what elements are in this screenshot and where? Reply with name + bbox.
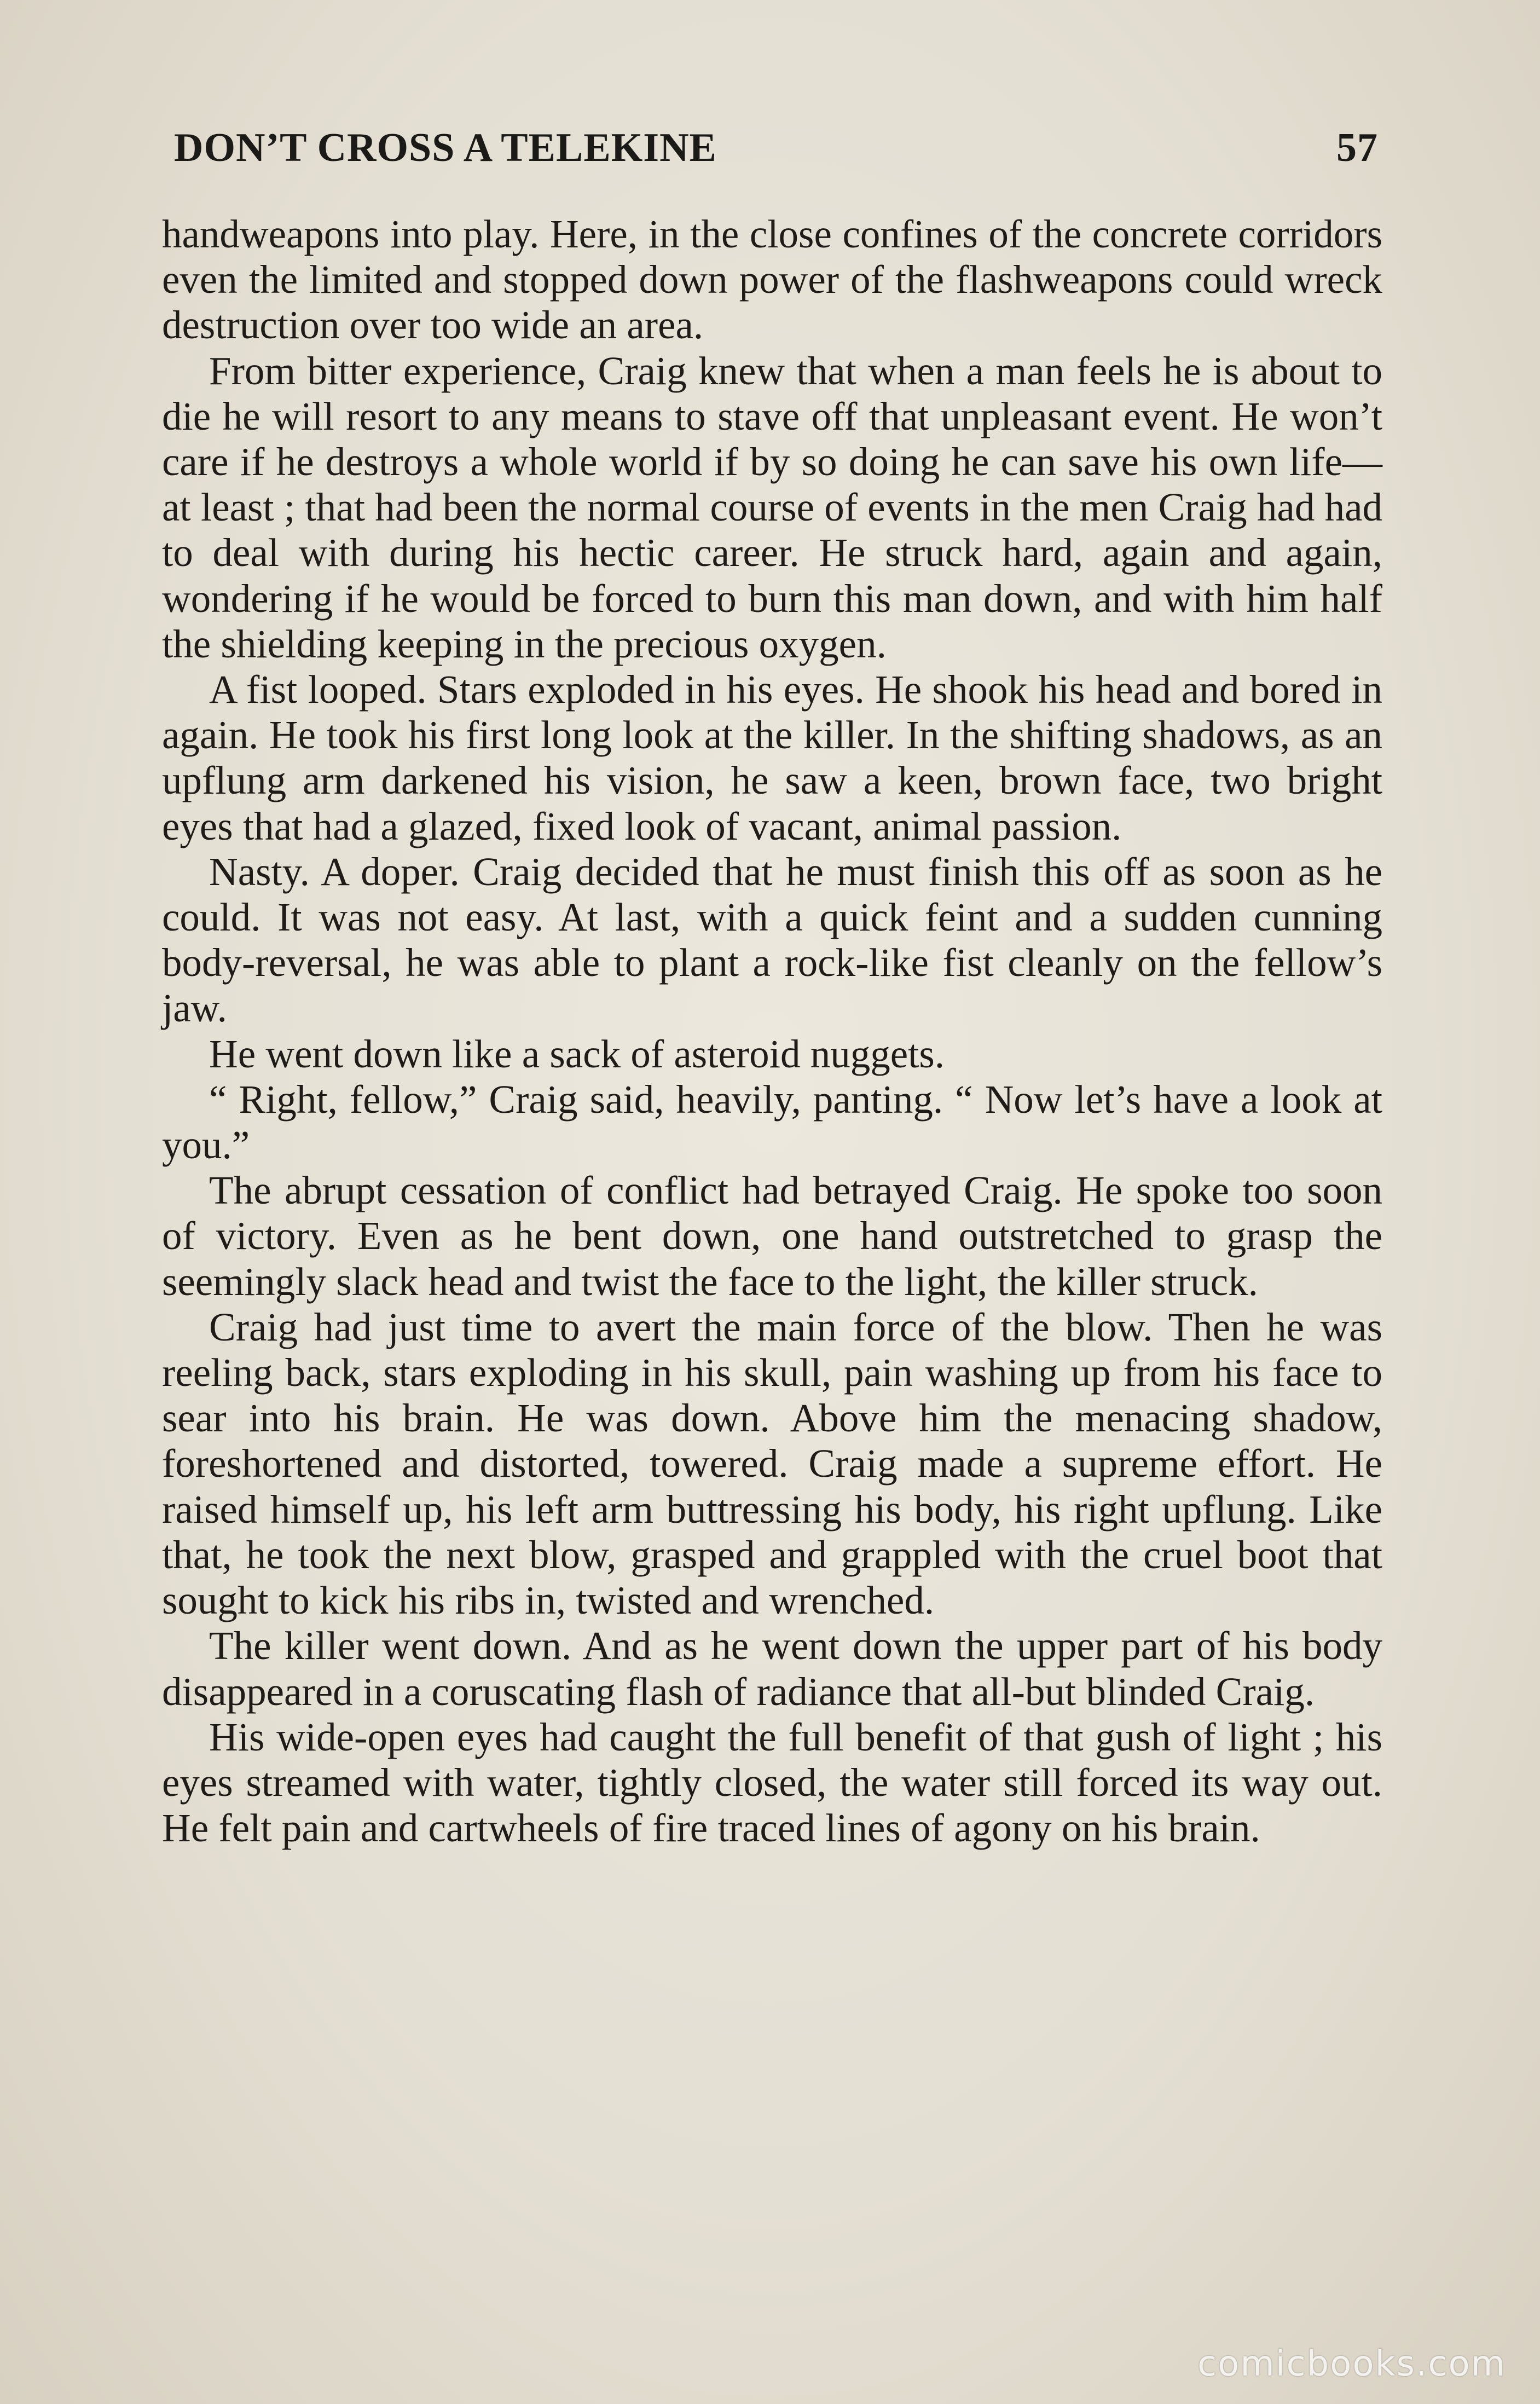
paragraph: A fist looped. Stars exploded in his eyes. He shook his head and bored in again. He took his first long look at the killer. In the shifting shadows, as an upflung arm darkened his vision, he saw a keen, brown face, two bright eyes that had a glazed, fixed look of vacant, animal passion. — [162, 667, 1382, 848]
running-title: DON’T CROSS A TELEKINE — [174, 125, 717, 170]
paragraph: The abrupt cessation of conflict had betrayed Craig. He spoke too soon of victory. Even as he bent down, one hand outstretched to grasp the seemingly slack head and twist the face to the light, the killer struck. — [162, 1168, 1382, 1304]
watermark: comicbooks.com — [1197, 2344, 1506, 2384]
paragraph: “ Right, fellow,” Craig said, heavily, panting. “ Now let’s have a look at you.” — [162, 1077, 1382, 1168]
paragraph: Nasty. A doper. Craig decided that he must finish this off as soon as he could. It was not easy. At last, with a quick feint and a sudden cunning body-reversal, he was able to plant a rock-like fist cleanly on the fellow’s jaw. — [162, 849, 1382, 1031]
running-head — [174, 125, 1378, 185]
paragraph: handweapons into play. Here, in the close confines of the concrete corridors even the limited and stopped down power of the flashweapons could wreck destruction over too wide an area. — [162, 212, 1382, 348]
page-number: 57 — [1336, 125, 1378, 170]
paragraph: He went down like a sack of asteroid nuggets. — [209, 1031, 945, 1076]
paragraph: From bitter experience, Craig knew that when a man feels he is about to die he will resort to any means to stave off that unpleasant event. He won’t care if he destroys a whole world if by so doing he can save his own life—at least ; that had been the normal course of events in the men Craig had had to deal with during his hectic career. He struck hard, again and again, wondering if he would be forced to burn this man down, and with him half the shielding keeping in the precious oxygen. — [162, 348, 1382, 666]
paragraph: Craig had just time to avert the main force of the blow. Then he was reeling back, stars exploding in his skull, pain washing up from his face to sear into his brain. He was down. Above him the menacing shadow, foreshortened and distorted, towered. Craig made a supreme effort. He raised himself up, his left arm buttressing his body, his right upflung. Like that, he took the next blow, grasped and grappled with the cruel boot that sought to kick his ribs in, twisted and wrenched. — [162, 1304, 1382, 1623]
body-text — [162, 211, 1382, 1851]
paragraph: The killer went down. And as he went down the upper part of his body disappeared in a coruscating flash of radiance that all-but blinded Craig. — [162, 1623, 1382, 1714]
paragraph: His wide-open eyes had caught the full benefit of that gush of light ; his eyes streamed with water, tightly closed, the water still forced its way out. He felt pain and cartwheels of fire traced lines of agony on his brain. — [162, 1714, 1382, 1851]
